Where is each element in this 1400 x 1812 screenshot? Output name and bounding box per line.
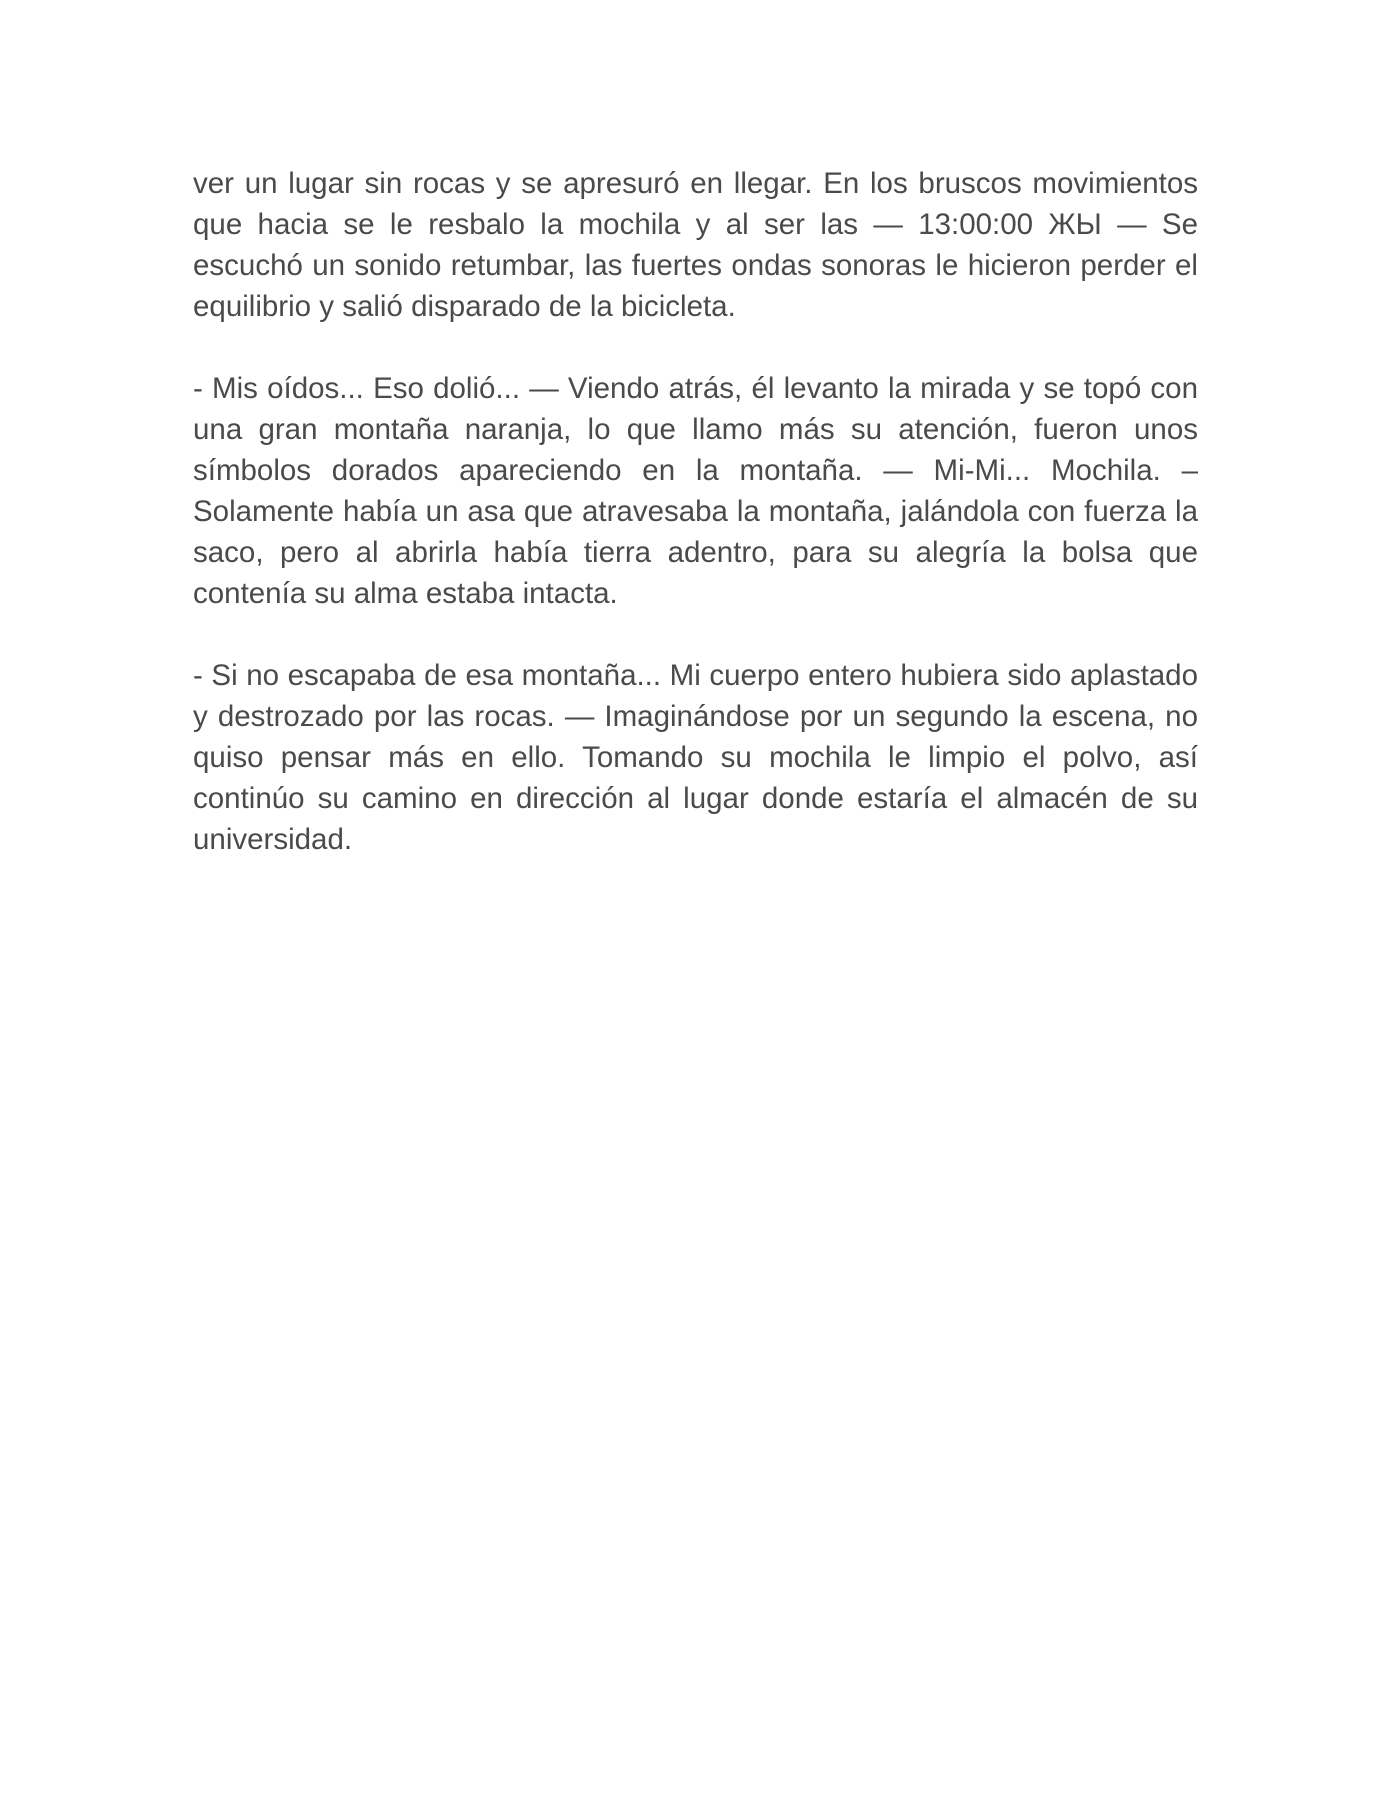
body-text xyxy=(193,163,1198,901)
paragraph-1: ver un lugar sin rocas y se apresuró en llegar. En los bruscos movimientos que hacia se le resbalo la mochila y al ser las — 13:00:00 ЖЫ — Se escuchó un sonido retumbar, las fuertes ondas sonoras le hicieron perder el equilibrio y salió disparado de la bicicleta. xyxy=(193,167,1198,323)
paragraph-3: - Si no escapaba de esa montaña... Mi cuerpo entero hubiera sido aplastado y destrozado por las rocas. — Imaginándose por un segundo la escena, no quiso pensar más en ello. Tomando su mochila le limpio el polvo, así continúo su camino en dirección al lugar donde estaría el almacén de su universidad. xyxy=(193,659,1198,856)
paragraph-2: - Mis oídos... Eso dolió... — Viendo atrás, él levanto la mirada y se topó con una gran montaña naranja, lo que llamo más su atención, fueron unos símbolos dorados apareciendo en la montaña. — Mi-Mi... Mochila. – Solamente había un asa que atravesaba la montaña, jalándola con fuerza la saco, pero al abrirla había tierra adentro, para su alegría la bolsa que contenía su alma estaba intacta. xyxy=(193,372,1198,610)
